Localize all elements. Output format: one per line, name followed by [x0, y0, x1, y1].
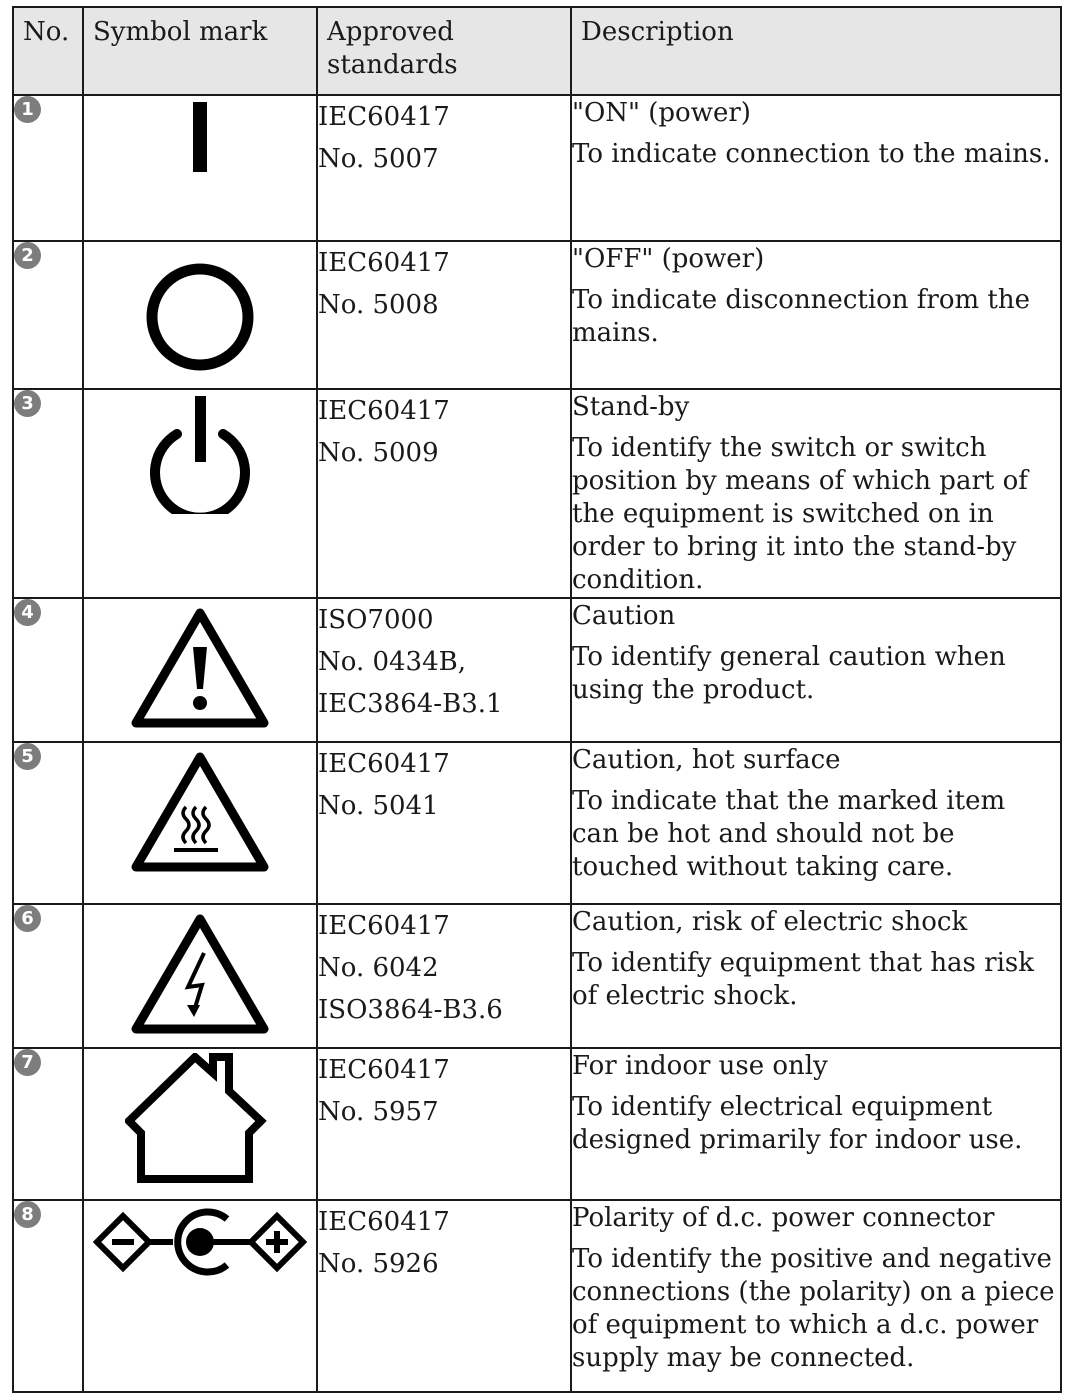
table-row — [13, 742, 1061, 904]
standard-number: No. 6042 — [318, 953, 439, 983]
symbol-table — [12, 6, 1062, 1393]
description-text: To indicate disconnection from the mains. — [572, 285, 1031, 348]
standard-code: IEC60417 — [318, 911, 450, 941]
table-row — [13, 904, 1061, 1048]
row-number-badge: 7 — [14, 1049, 41, 1076]
standard-number: No. 5926 — [318, 1249, 439, 1279]
standard-code-secondary: ISO3864-B3.6 — [318, 995, 503, 1025]
standard-number: No. 5008 — [318, 290, 439, 320]
header-approved-standards: Approved standards — [317, 7, 571, 95]
standard-code: ISO7000 — [318, 605, 434, 635]
standard-number: No. 5041 — [318, 791, 439, 821]
description-text: To identify equipment that has risk of electric shock. — [572, 948, 1035, 1011]
standard-number: No. 5957 — [318, 1097, 439, 1127]
standard-code: IEC60417 — [318, 396, 450, 426]
table-row — [13, 1048, 1061, 1200]
standard-code: IEC60417 — [318, 749, 450, 779]
row-number-badge: 6 — [14, 905, 41, 932]
description-title: Polarity of d.c. power connector — [572, 1203, 995, 1233]
description-text: To identify electrical equipment designed primarily for indoor use. — [572, 1092, 1023, 1155]
standard-number: No. 5007 — [318, 144, 439, 174]
description-title: Caution, risk of electric shock — [572, 907, 968, 937]
header-row — [13, 7, 1061, 95]
header-symbol-mark: Symbol mark — [83, 7, 317, 95]
description-title: Caution — [572, 601, 676, 631]
standby-icon — [145, 394, 255, 514]
row-number-badge: 1 — [14, 96, 41, 123]
description-text: To identify general caution when using the product. — [572, 642, 1006, 705]
row-number-badge: 5 — [14, 743, 41, 770]
table-row — [13, 241, 1061, 389]
row-number-badge: 2 — [14, 242, 41, 269]
description-text: To identify the switch or switch position by means of which part of the equipment is switched on in order to bring it into the stand-by condition. — [572, 433, 1028, 595]
description-text: To indicate connection to the mains. — [572, 139, 1051, 169]
description-text: To identify the positive and negative connections (the polarity) on a piece of equipment to which a d.c. power supply may be connected. — [572, 1244, 1055, 1373]
standard-number: No. 5009 — [318, 438, 439, 468]
description-title: For indoor use only — [572, 1051, 828, 1081]
electric-shock-icon — [130, 913, 270, 1035]
standard-code: IEC60417 — [318, 1207, 450, 1237]
row-number-badge: 8 — [14, 1201, 41, 1228]
description-title: "OFF" (power) — [572, 244, 765, 274]
row-number-badge: 3 — [14, 390, 41, 417]
table-row — [13, 598, 1061, 742]
description-title: "ON" (power) — [572, 98, 751, 128]
description-title: Caution, hot surface — [572, 745, 841, 775]
hot-surface-icon — [130, 751, 270, 873]
dc-polarity-icon — [93, 1207, 307, 1277]
caution-icon — [130, 607, 270, 729]
row-number-badge: 4 — [14, 599, 41, 626]
standard-code-secondary: IEC3864-B3.1 — [318, 689, 503, 719]
standard-code: IEC60417 — [318, 102, 450, 132]
standard-code: IEC60417 — [318, 1055, 450, 1085]
header-no: No. — [13, 7, 83, 95]
standard-number: No. 0434B, — [318, 647, 467, 677]
symbol-table-container — [12, 6, 1062, 1393]
power-off-icon — [145, 262, 255, 372]
standard-code: IEC60417 — [318, 248, 450, 278]
table-row — [13, 1200, 1061, 1392]
description-title: Stand-by — [572, 392, 690, 422]
description-text: To indicate that the marked item can be hot and should not be touched without taking care. — [572, 786, 1006, 882]
header-description: Description — [571, 7, 1061, 95]
power-on-icon — [170, 102, 230, 182]
table-row — [13, 389, 1061, 598]
table-row — [13, 95, 1061, 241]
indoor-use-icon — [125, 1053, 275, 1189]
